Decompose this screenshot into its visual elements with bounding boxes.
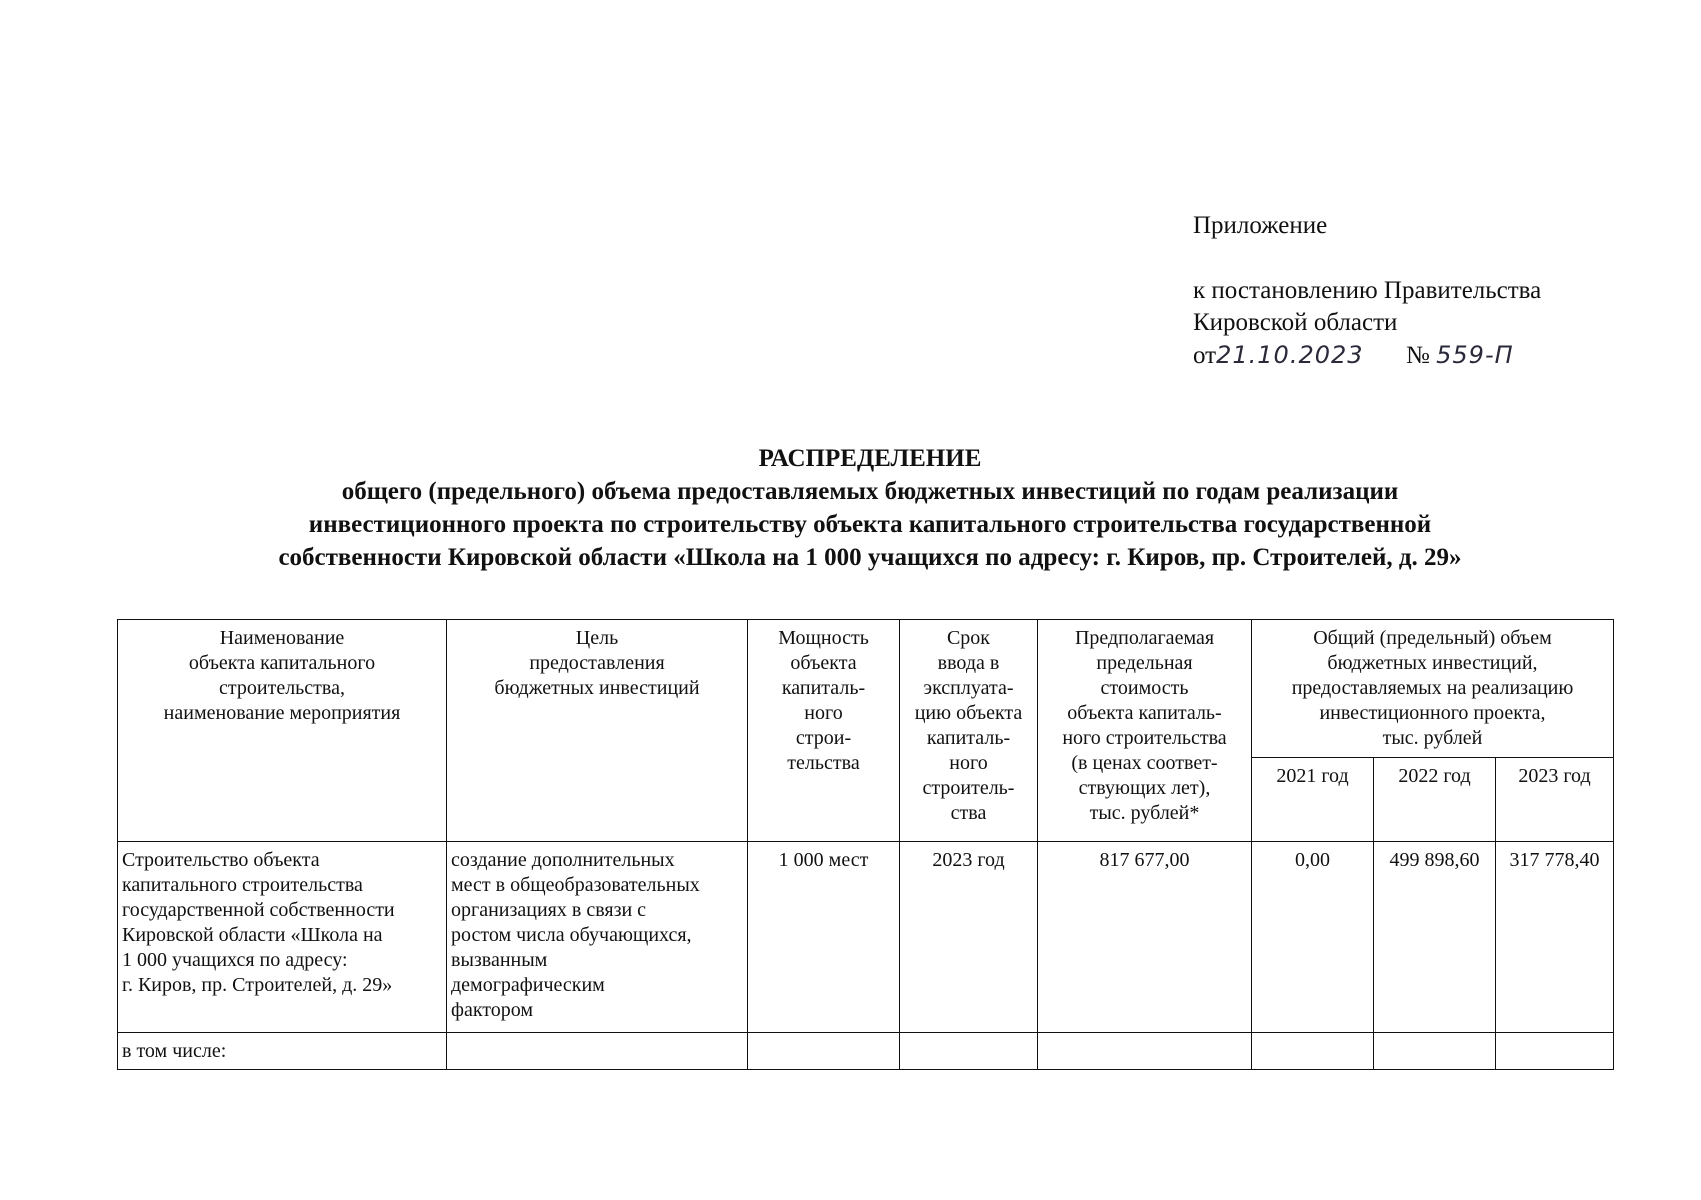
cell-year-2021: 0,00 [1252,842,1374,1033]
table-row [118,1033,1614,1070]
header-year-2021: 2021 год [1252,758,1374,842]
empty-cell [447,1033,748,1070]
appendix-block [1193,210,1541,372]
appendix-date-line [1193,339,1541,372]
empty-cell [1252,1033,1374,1070]
table-row [118,842,1614,1033]
cell-goal: создание дополнительных мест в общеобразовательных организациях в связи с ростом числа обучающихся, вызванным демографическим фактором [447,842,748,1033]
header-total-investment: Общий (предельный) объем бюджетных инвестиций, предоставляемых на реализацию инвестиционного проекта, тыс. рублей [1252,620,1614,758]
header-object-name: Наименование объекта капитального строительства, наименование мероприятия [118,620,447,842]
heading-title: РАСПРЕДЕЛЕНИЕ [758,445,982,472]
cell-year-2022: 499 898,60 [1374,842,1496,1033]
investment-table [117,619,1614,1070]
header-capacity: Мощность объекта капиталь- ного строи- тельства [748,620,900,842]
document-heading [90,442,1650,574]
empty-cell [1496,1033,1614,1070]
empty-cell [748,1033,900,1070]
empty-cell [1038,1033,1252,1070]
header-estimated-cost: Предполагаемая предельная стоимость объекта капиталь- ного строительства (в ценах соответ- ствующих лет), тыс. рублей* [1038,620,1252,842]
cell-including: в том числе: [118,1033,447,1070]
empty-cell [1374,1033,1496,1070]
cell-estimated-cost: 817 677,00 [1038,842,1252,1033]
heading-line-2: инвестиционного проекта по строительству объекта капитального строительства государственной [308,511,1432,538]
appendix-line-1: к постановлению Правительства [1193,277,1542,304]
handwritten-number: 559-П [1436,341,1514,369]
heading-line-1: общего (предельного) объема предоставляемых бюджетных инвестиций по годам реализации [341,478,1399,505]
header-goal: Цель предоставления бюджетных инвестиций [447,620,748,842]
appendix-line-2: Кировской области [1193,309,1398,336]
cell-capacity: 1 000 мест [748,842,900,1033]
empty-cell [900,1033,1038,1070]
date-prefix: от [1193,342,1217,369]
cell-commission-term: 2023 год [900,842,1038,1033]
cell-object-name: Строительство объекта капитального строительства государственной собственности Кировской области «Школа на 1 000 учащихся по адресу: г. Киров, пр. Строителей, д. 29» [118,842,447,1033]
number-prefix: № [1406,342,1430,369]
header-commission-term: Срок ввода в эксплуата- цию объекта капиталь- ного строитель- ства [900,620,1038,842]
header-year-2023: 2023 год [1496,758,1614,842]
cell-year-2023: 317 778,40 [1496,842,1614,1033]
heading-line-3: собственности Кировской области «Школа на 1 000 учащихся по адресу: г. Киров, пр. Строителей, д. 29» [278,544,1462,571]
appendix-title: Приложение [1193,212,1328,239]
header-year-2022: 2022 год [1374,758,1496,842]
table-header-row [118,620,1614,758]
handwritten-date: 21.10.2023 [1216,341,1364,369]
